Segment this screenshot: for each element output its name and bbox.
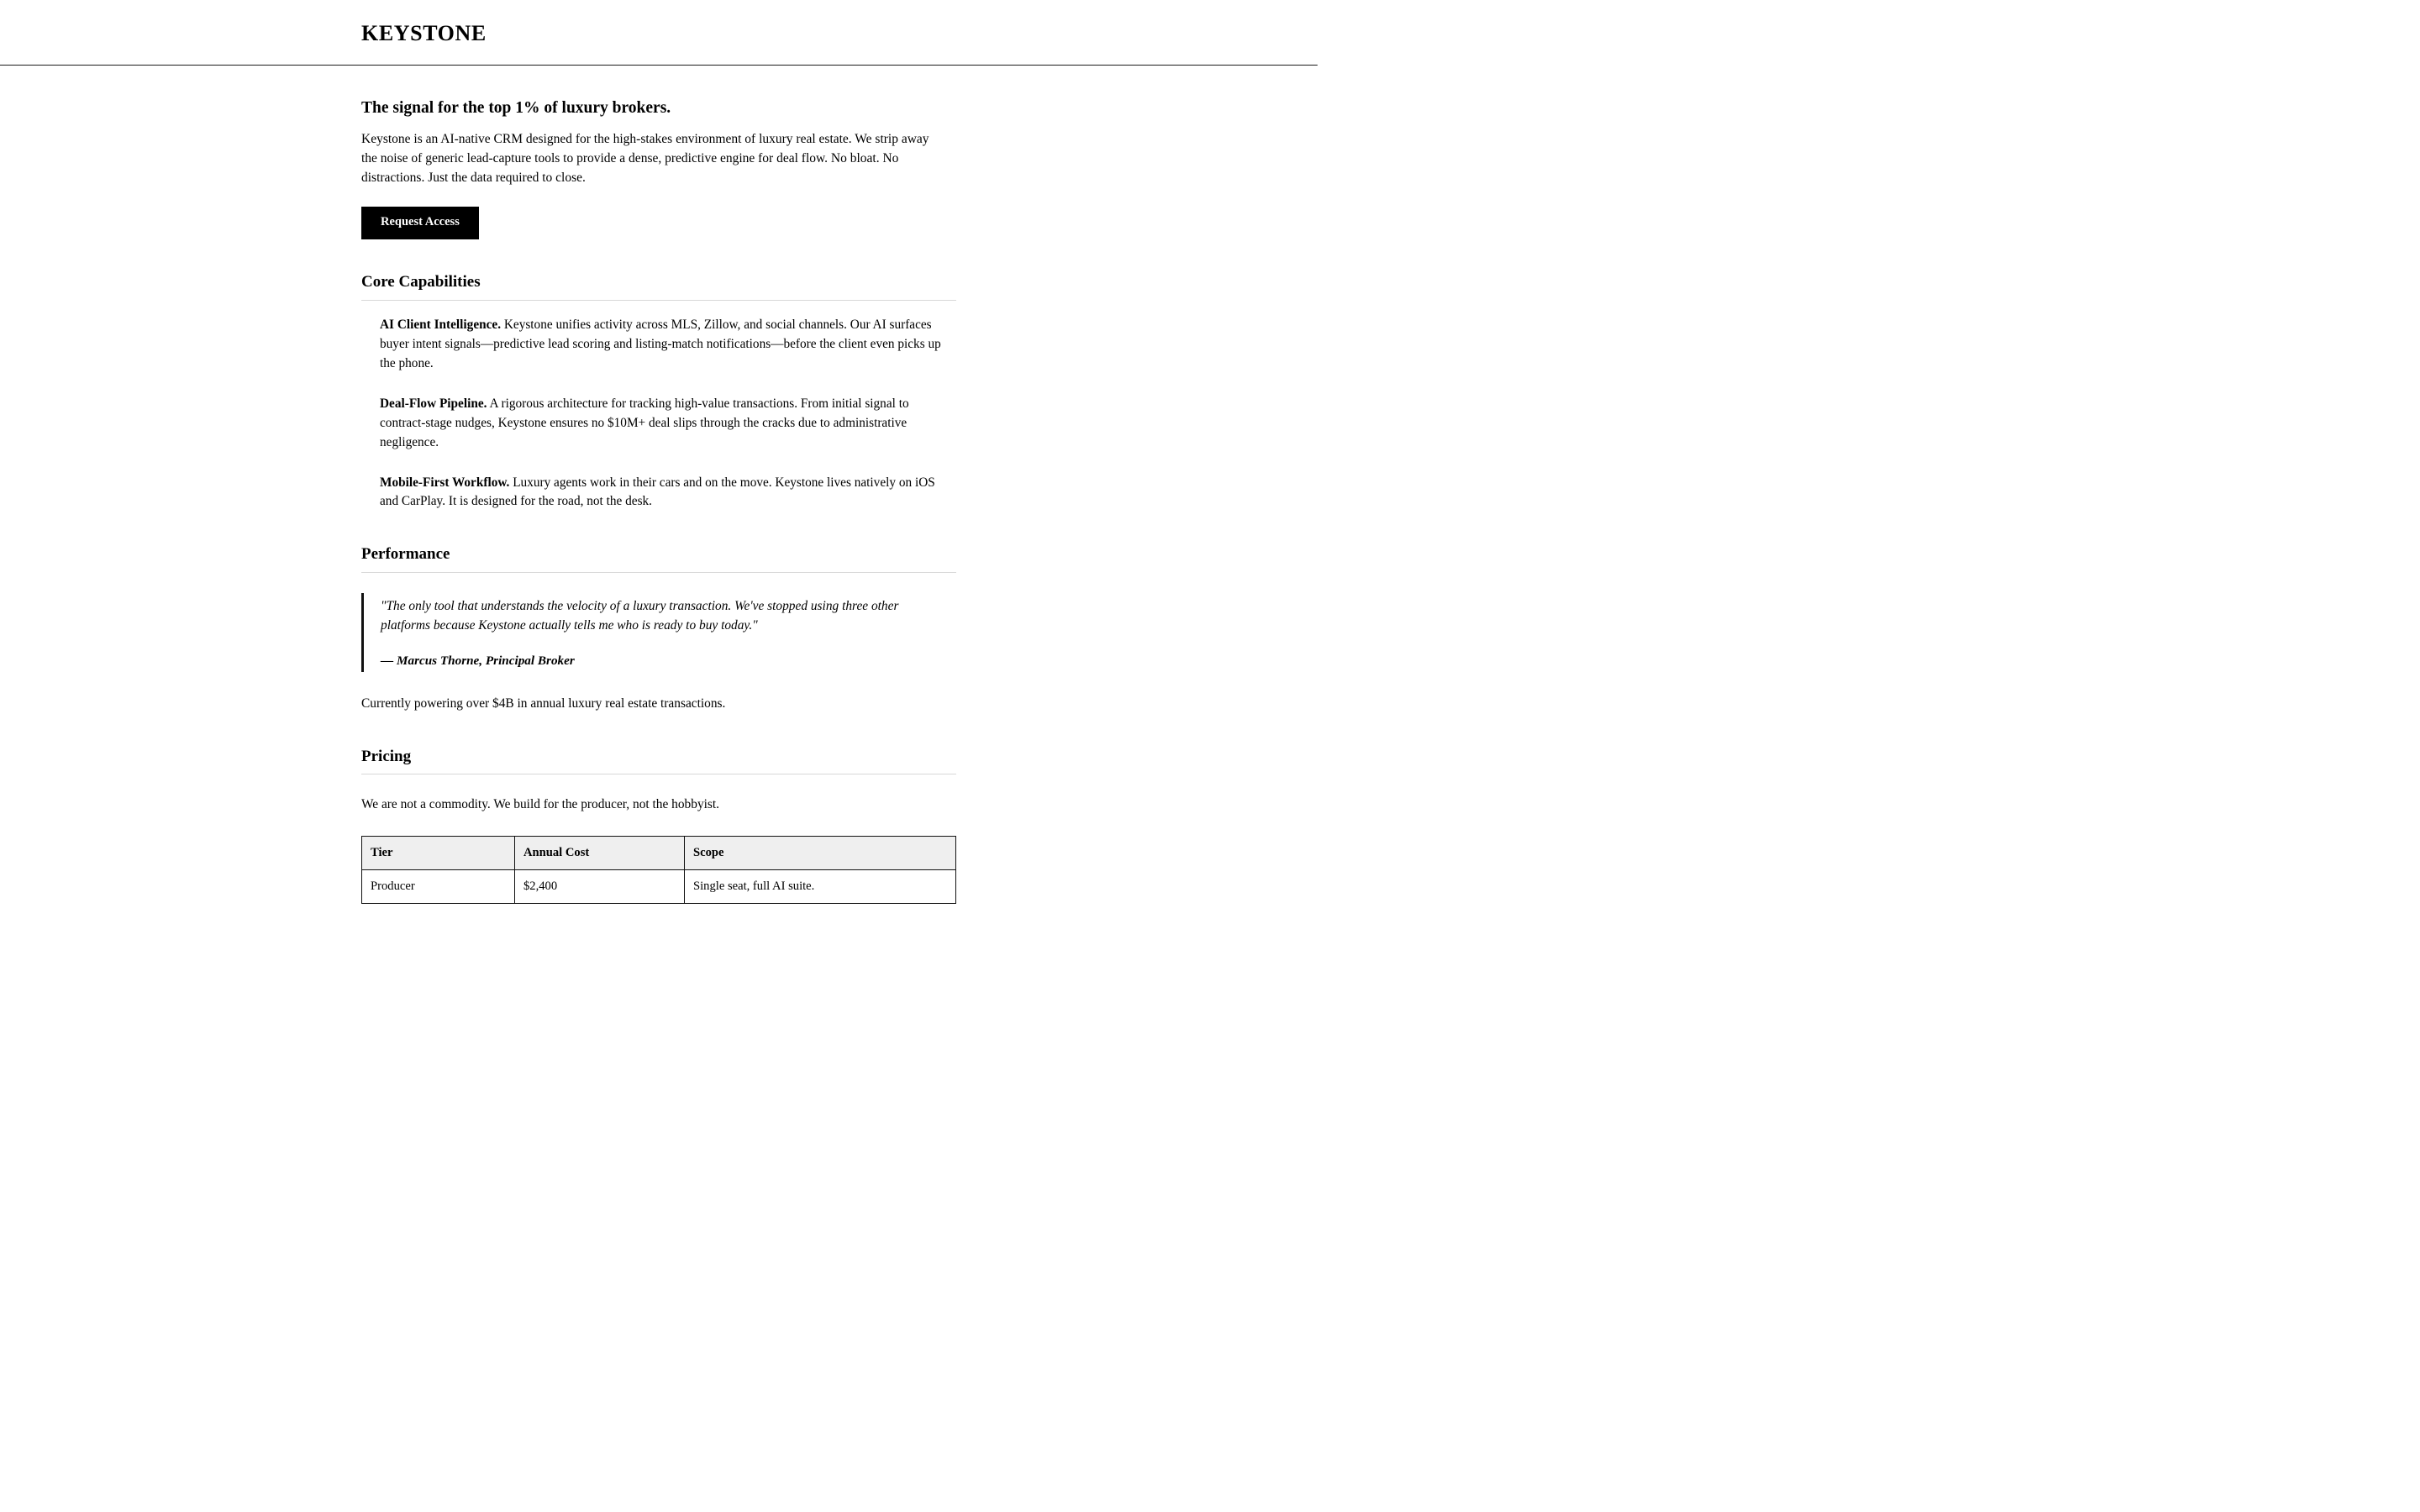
testimonial-quote xyxy=(361,593,935,672)
table-row xyxy=(362,870,956,904)
feature-body: Keystone unifies activity across MLS, Zillow, and social channels. Our AI surfaces buyer intent signals—predictive lead scoring and listing-match notifications—before the client even picks up the phone. xyxy=(380,317,941,370)
list-item xyxy=(380,395,956,453)
cell-cost: $2,400 xyxy=(515,870,685,904)
list-item xyxy=(380,316,956,374)
page-title: The signal for the top 1% of luxury brokers. xyxy=(361,99,671,117)
page-root xyxy=(0,0,1318,904)
feature-title: AI Client Intelligence. xyxy=(380,317,502,332)
performance-note: Currently powering over $4B in annual luxury real estate transactions. xyxy=(361,696,726,711)
section-title-pricing: Pricing xyxy=(361,748,956,775)
hero-description: Keystone is an AI-native CRM designed for the high-stakes environment of luxury real estate. We strip away the noise of generic lead-capture tools to provide a dense, predictive engine for deal flow. No bloat. No distractions. Just the data required to close. xyxy=(361,132,929,186)
pricing-subtitle: We are not a commodity. We build for the producer, not the hobbyist. xyxy=(361,797,720,812)
capabilities-list xyxy=(361,316,956,512)
feature-title: Mobile-First Workflow. xyxy=(380,475,510,490)
feature-title: Deal-Flow Pipeline. xyxy=(380,396,487,411)
cell-scope: Single seat, full AI suite. xyxy=(685,870,956,904)
content-column xyxy=(361,97,956,904)
column-header-tier: Tier xyxy=(362,837,515,870)
pricing-table-body xyxy=(362,870,956,904)
cell-tier: Producer xyxy=(362,870,515,904)
feature-body: Luxury agents work in their cars and on the move. Keystone lives natively on iOS and CarPlay. It is designed for the road, not the desk. xyxy=(380,475,935,509)
column-header-cost: Annual Cost xyxy=(515,837,685,870)
section-title-performance: Performance xyxy=(361,545,956,573)
site-header xyxy=(0,0,1318,66)
quote-text: "The only tool that understands the velocity of a luxury transaction. We've stopped using three other platforms because Keystone actually tells me who is ready to buy today." xyxy=(381,599,899,633)
pricing-table xyxy=(361,836,956,904)
feature-body: A rigorous architecture for tracking high-value transactions. From initial signal to contract-stage nudges, Keystone ensures no $10M+ deal slips through the cracks due to administrative negligence. xyxy=(380,396,909,449)
main-content xyxy=(0,66,1318,904)
request-access-button[interactable]: Request Access xyxy=(361,207,479,239)
brand-logo[interactable]: KEYSTONE xyxy=(361,20,487,45)
quote-attribution: — Marcus Thorne, Principal Broker xyxy=(381,654,575,669)
table-header-row xyxy=(362,837,956,870)
section-title-capabilities: Core Capabilities xyxy=(361,273,956,301)
pricing-table-head xyxy=(362,837,956,870)
header-inner xyxy=(0,21,1318,45)
column-header-scope: Scope xyxy=(685,837,956,870)
list-item xyxy=(380,474,956,512)
